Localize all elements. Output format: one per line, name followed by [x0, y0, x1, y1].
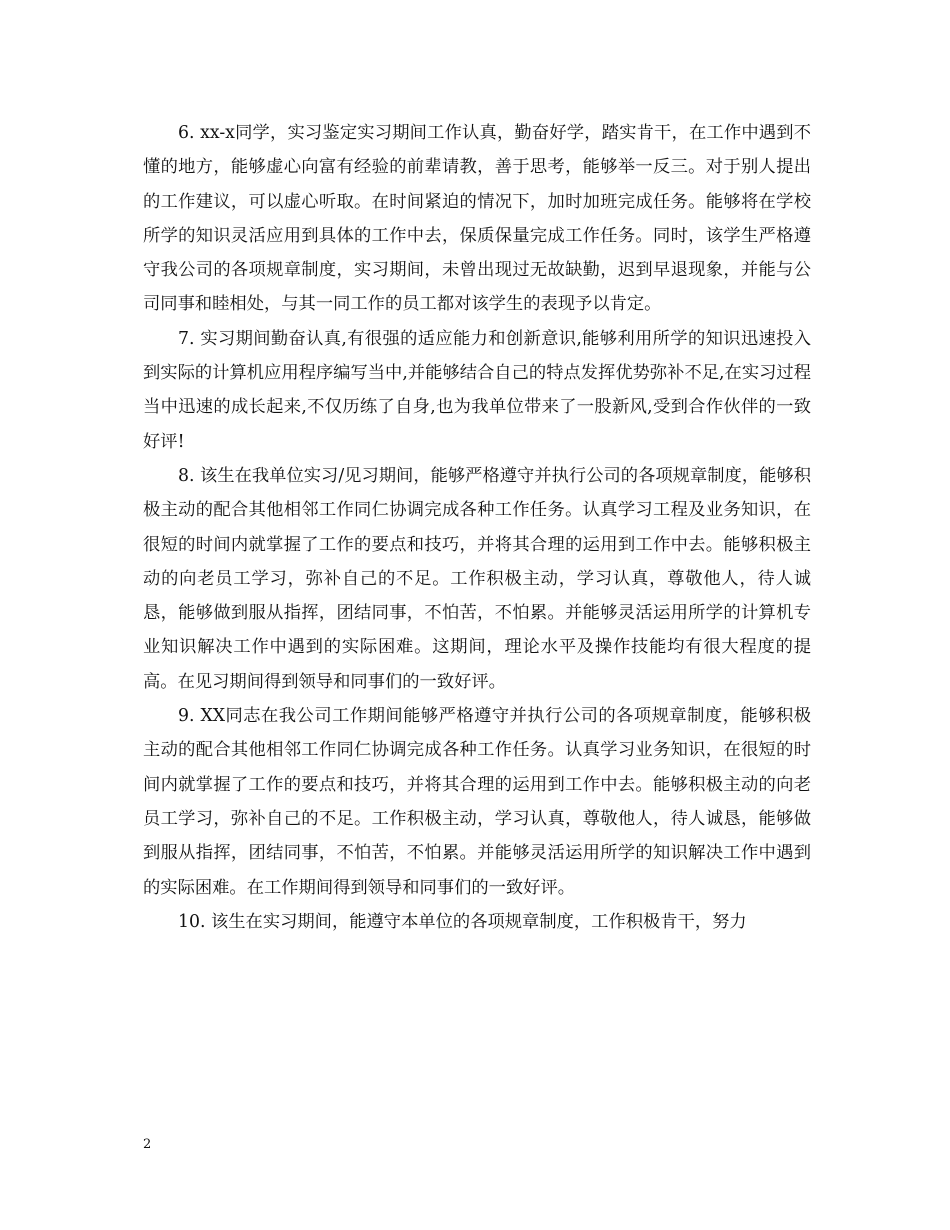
paragraph-7: 7. 实习期间勤奋认真,有很强的适应能力和创新意识,能够利用所学的知识迅速投入到实际的计算机应用程序编写当中,并能够结合自己的特点发挥优势弥补不足,在实习过程当中迅速的成长起来,不仅历练了自身,也为我单位带来了一股新风,受到合作伙伴的一致好评!: [143, 328, 811, 452]
paragraph-10: 10. 该生在实习期间，能遵守本单位的各项规章制度，工作积极肯干，努力: [178, 911, 747, 932]
paragraph-9: 9. XX同志在我公司工作期间能够严格遵守并执行公司的各项规章制度，能够积极主动的配合其他相邻工作同仁协调完成各种工作任务。认真学习业务知识，在很短的时间内就掌握了工作的要点和技巧，并将其合理的运用到工作中去。能够积极主动的向老员工学习，弥补自己的不足。工作积极主动，学习认真，尊敬他人，待人诚恳，能够做到服从指挥，团结同事，不怕苦，不怕累。并能够灵活运用所学的知识解决工作中遇到的实际困难。在工作期间得到领导和同事们的一致好评。: [143, 706, 811, 898]
page-number: 2: [143, 1137, 152, 1152]
paragraph-6: 6. xx-x同学，实习鉴定实习期间工作认真，勤奋好学，踏实肯干，在工作中遇到不懂的地方，能够虚心向富有经验的前辈请教，善于思考，能够举一反三。对于别人提出的工作建议，可以虚心听取。在时间紧迫的情况下，加时加班完成任务。能够将在学校所学的知识灵活应用到具体的工作中去，保质保量完成工作任务。同时，该学生严格遵守我公司的各项规章制度，实习期间，未曾出现过无故缺勤，迟到早退现象，并能与公司同事和睦相处，与其一同工作的员工都对该学生的表现予以肯定。: [143, 123, 811, 315]
document-body: [143, 116, 811, 939]
paragraph-8: 8. 该生在我单位实习/见习期间，能够严格遵守并执行公司的各项规章制度，能够积极主动的配合其他相邻工作同仁协调完成各种工作任务。认真学习工程及业务知识，在很短的时间内就掌握了工作的要点和技巧，并将其合理的运用到工作中去。能够积极主动的向老员工学习，弥补自己的不足。工作积极主动，学习认真，尊敬他人，待人诚恳，能够做到服从指挥，团结同事，不怕苦，不怕累。并能够灵活运用所学的计算机专业知识解决工作中遇到的实际困难。这期间，理论水平及操作技能均有很大程度的提高。在见习期间得到领导和同事们的一致好评。: [143, 465, 811, 692]
